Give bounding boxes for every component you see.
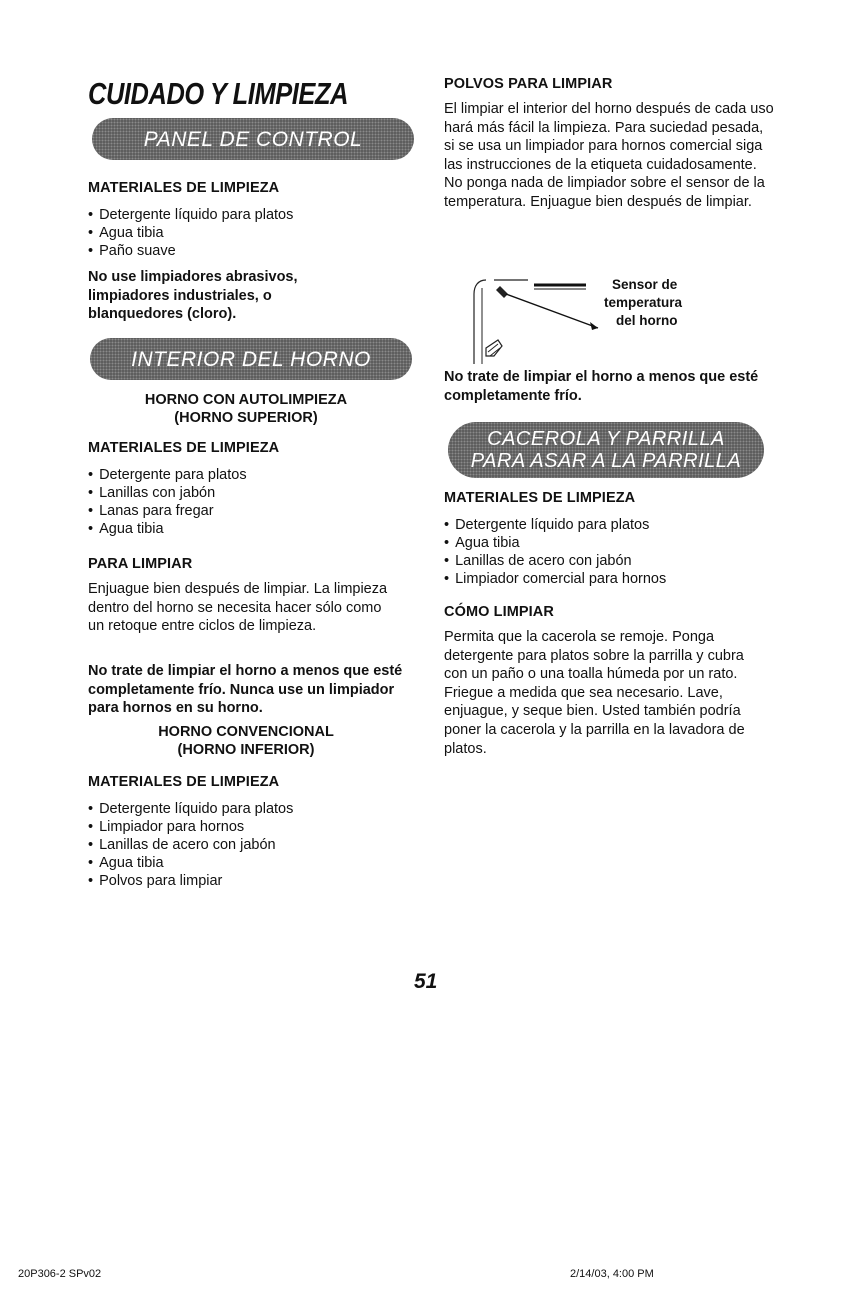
list-item: • Agua tibia: [88, 520, 398, 538]
cleaning-powder-heading: POLVOS PARA LIMPIAR: [444, 76, 613, 92]
footer-left: 20P306-2 SPv02: [18, 1268, 102, 1280]
conventional-heading-line2: (HORNO INFERIOR): [177, 742, 315, 758]
self-clean-heading-line2: (HORNO SUPERIOR): [174, 410, 318, 426]
self-clean-materials-list: [88, 466, 398, 538]
cleaning-powder-text: El limpiar el interior del horno después de cada uso hará más fácil la limpieza. Para suciedad pesada, si se usa un limpiador para hornos comercial siga las instrucciones de la etiqueta cuidadosamente. No ponga nada de limpiador sobre el sensor de la temperatura. Enjuague bien después de limpiar.: [444, 101, 774, 210]
list-item: • Lanas para fregar: [88, 502, 398, 520]
self-clean-materials-heading: MATERIALES DE LIMPIEZA: [88, 440, 280, 456]
self-clean-how-heading: PARA LIMPIAR: [88, 556, 193, 572]
conventional-materials-heading: MATERIALES DE LIMPIEZA: [88, 774, 280, 790]
broiler-materials-heading: MATERIALES DE LIMPIEZA: [444, 490, 636, 506]
sensor-label-line1: Sensor de: [612, 277, 678, 292]
broiler-how-text: Permita que la cacerola se remoje. Ponga detergente para platos sobre la parrilla y cubra con un paño o una toalla húmeda por un rato. Friegue a medida que sea necesario. Lave, enjuague, y seque bien. Usted también podría poner la cacerola y la parrilla en la lavadora de platos.: [444, 629, 745, 757]
list-item: • Limpiador para hornos: [88, 818, 398, 836]
list-item: • Detergente líquido para platos: [88, 800, 398, 818]
list-item: • Agua tibia: [88, 224, 398, 242]
oven-interior-banner: [90, 338, 412, 380]
self-clean-how-text: Enjuague bien después de limpiar. La limpieza dentro del horno se necesita hacer sólo como un retoque entre ciclos de limpieza.: [88, 581, 388, 635]
self-clean-heading-line1: HORNO CON AUTOLIMPIEZA: [144, 392, 348, 408]
sensor-label-line3: del horno: [616, 313, 678, 328]
broiler-how-heading: CÓMO LIMPIAR: [444, 604, 554, 620]
self-clean-warning: No trate de limpiar el horno a menos que esté completamente frío. Nunca use un limpiador para hornos en su horno.: [88, 663, 403, 716]
conventional-materials-list: [88, 800, 398, 890]
broiler-banner-line1: CACEROLA Y PARRILLA: [487, 428, 725, 450]
list-item: • Polvos para limpiar: [88, 872, 398, 890]
control-panel-banner: [92, 118, 414, 160]
cleaning-powder-warning: No trate de limpiar el horno a menos que esté completamente frío.: [444, 369, 759, 404]
page-number: 51: [414, 970, 438, 993]
broiler-banner-line2: PARA ASAR A LA PARRILLA: [470, 450, 742, 472]
list-item: • Lanillas de acero con jabón: [88, 836, 398, 854]
oven-interior-banner-text: INTERIOR DEL HORNO: [131, 347, 371, 371]
list-item: • Agua tibia: [444, 534, 774, 552]
sensor-label: [604, 276, 682, 330]
list-item: • Limpiador comercial para hornos: [444, 570, 774, 588]
page-title: CUIDADO Y LIMPIEZA: [88, 76, 349, 111]
control-panel-banner-text: PANEL DE CONTROL: [143, 127, 363, 151]
temperature-sensor-illustration: [468, 276, 608, 368]
list-item: • Lanillas de acero con jabón: [444, 552, 774, 570]
list-item: • Detergente para platos: [88, 466, 398, 484]
broiler-banner: [448, 422, 764, 478]
broiler-materials-list: [444, 516, 774, 588]
list-item: • Agua tibia: [88, 854, 398, 872]
sensor-label-line2: temperatura: [604, 295, 683, 310]
conventional-heading-line1: HORNO CONVENCIONAL: [158, 724, 334, 740]
control-panel-materials-list: [88, 206, 398, 260]
list-item: • Detergente líquido para platos: [444, 516, 774, 534]
control-panel-warning: No use limpiadores abrasivos, limpiadores industriales, o blanquedores (cloro).: [88, 269, 298, 322]
list-item: • Paño suave: [88, 242, 398, 260]
control-panel-materials-heading: MATERIALES DE LIMPIEZA: [88, 180, 280, 196]
self-clean-heading: [88, 392, 404, 426]
footer-right: 2/14/03, 4:00 PM: [570, 1268, 654, 1280]
conventional-heading: [88, 724, 404, 758]
list-item: • Lanillas con jabón: [88, 484, 398, 502]
list-item: • Detergente líquido para platos: [88, 206, 398, 224]
